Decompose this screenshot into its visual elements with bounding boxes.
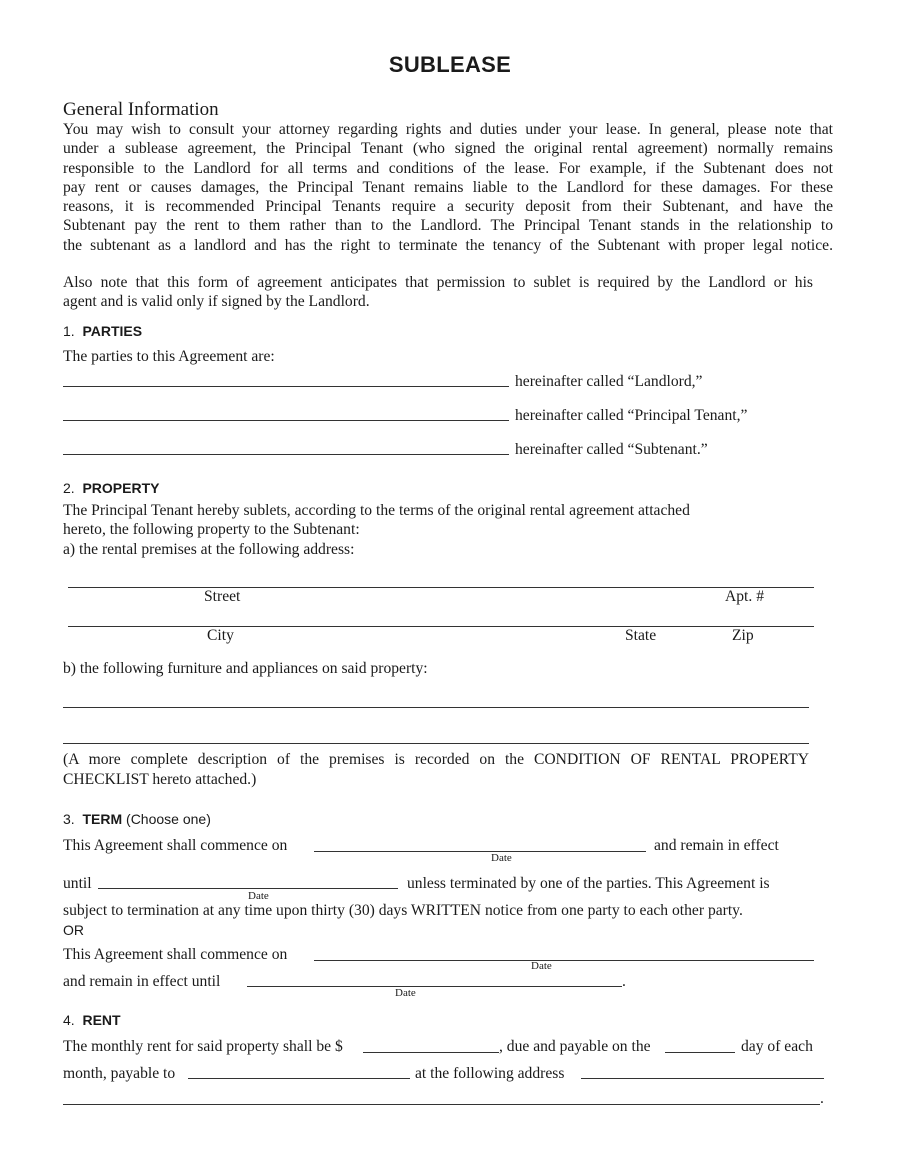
street-label: Street [204, 588, 241, 605]
date-label: Date [531, 960, 552, 972]
furniture-field-line-1[interactable] [63, 707, 809, 708]
section-number: 2. [63, 480, 75, 496]
city-state-zip-field[interactable] [68, 626, 814, 627]
term-remain-text: and remain in effect [654, 837, 779, 854]
section-parties-heading [63, 323, 142, 339]
parties-intro: The parties to this Agreement are: [63, 348, 275, 365]
note-line: (A more complete description of the premises is recorded on the CONDITION OF RENTAL PROPERTY [63, 751, 809, 768]
rent-address-field-1[interactable] [581, 1078, 824, 1079]
term-until-text: until [63, 875, 92, 892]
landlord-label: hereinafter called “Landlord,” [515, 373, 703, 390]
section-rent-heading [63, 1012, 121, 1028]
rent-address-text: at the following address [415, 1065, 565, 1082]
section-title: PARTIES [82, 323, 143, 339]
document-title: SUBLEASE [388, 52, 512, 77]
section-title: RENT [82, 1012, 121, 1028]
general-paragraph-1 [63, 120, 833, 255]
section-number: 4. [63, 1012, 75, 1028]
landlord-name-field[interactable] [63, 386, 509, 387]
rent-amount-field[interactable] [363, 1052, 499, 1053]
paragraph-line: agent and is valid only if signed by the Landlord. [63, 293, 370, 311]
property-item-a: a) the rental premises at the following address: [63, 541, 355, 558]
section-number: 3. [63, 811, 75, 827]
date-label: Date [395, 987, 416, 999]
section-title: TERM [82, 811, 123, 827]
furniture-field-line-2[interactable] [63, 743, 809, 744]
principal-tenant-label: hereinafter called “Principal Tenant,” [515, 407, 748, 424]
state-label: State [625, 627, 657, 644]
section-number: 1. [63, 323, 75, 339]
city-label: City [207, 627, 234, 644]
property-intro-line-2: hereto, the following property to the Subtenant: [63, 521, 360, 538]
section-term-heading [63, 811, 211, 827]
note-line: CHECKLIST hereto attached.) [63, 771, 257, 788]
property-note [63, 751, 809, 789]
term-end-date-field[interactable] [98, 888, 398, 889]
term-start-date-field[interactable] [314, 851, 646, 852]
rent-due-day-field[interactable] [665, 1052, 735, 1053]
rent-payee-field[interactable] [188, 1078, 410, 1079]
paragraph-line: You may wish to consult your attorney regarding rights and duties under your lease. In general, please note that [63, 121, 833, 138]
rent-payable-text: month, payable to [63, 1065, 176, 1082]
zip-label: Zip [732, 627, 754, 644]
paragraph-line: under a sublease agreement, the Principal Tenant (who signed the original rental agreement) normally remains [63, 140, 833, 158]
rent-amount-text: The monthly rent for said property shall be $ [63, 1038, 343, 1055]
date-label: Date [248, 890, 269, 902]
term2-end-date-field[interactable] [247, 986, 622, 987]
apt-label: Apt. # [725, 588, 764, 605]
paragraph-line: the subtenant as a landlord and has the right to terminate the tenancy of the Subtenant with proper legal notice. [63, 236, 833, 254]
principal-tenant-name-field[interactable] [63, 420, 509, 421]
paragraph-line: Also note that this form of agreement anticipates that permission to sublet is required by the Landlord or his [63, 274, 813, 291]
rent-address-field-2[interactable] [63, 1104, 820, 1105]
term-or-text: OR [63, 922, 84, 938]
section-title: PROPERTY [82, 480, 160, 496]
term-period: . [622, 973, 626, 990]
term-unless-text: unless terminated by one of the parties. This Agreement is [407, 875, 770, 892]
paragraph-line: responsible to the Landlord for all terms and conditions of the lease. For example, if the Subtenant does not [63, 159, 833, 177]
rent-period: . [820, 1090, 824, 1107]
general-information-heading: General Information [63, 99, 219, 120]
paragraph-line: reasons, it is recommended Principal Tenants require a security deposit from their Subtenant, and have the [63, 198, 833, 216]
term-subject-text: subject to termination at any time upon thirty (30) days WRITTEN notice from one party to each other party. [63, 902, 743, 919]
subtenant-label: hereinafter called “Subtenant.” [515, 441, 708, 458]
property-intro-line-1: The Principal Tenant hereby sublets, according to the terms of the original rental agreement attached [63, 502, 690, 519]
rent-due-text: , due and payable on the [499, 1038, 651, 1055]
term2-start-date-field[interactable] [314, 960, 814, 961]
term-choose-one: (Choose one) [126, 811, 211, 827]
subtenant-name-field[interactable] [63, 454, 509, 455]
paragraph-line: pay rent or causes damages, the Principal Tenant remains liable to the Landlord for these damages. For these [63, 178, 833, 196]
street-address-field[interactable] [68, 587, 814, 588]
term-commence-text: This Agreement shall commence on [63, 837, 288, 854]
property-item-b: b) the following furniture and appliances on said property: [63, 660, 428, 677]
term-remain-until-text: and remain in effect until [63, 973, 221, 990]
general-paragraph-2 [63, 273, 813, 312]
date-label: Date [491, 852, 512, 864]
paragraph-line: Subtenant pay the rent to them rather than to the Landlord. The Principal Tenant stands in the relationship to [63, 217, 833, 235]
rent-day-text: day of each [741, 1038, 813, 1055]
section-property-heading [63, 480, 159, 496]
term-commence-text-2: This Agreement shall commence on [63, 946, 288, 963]
